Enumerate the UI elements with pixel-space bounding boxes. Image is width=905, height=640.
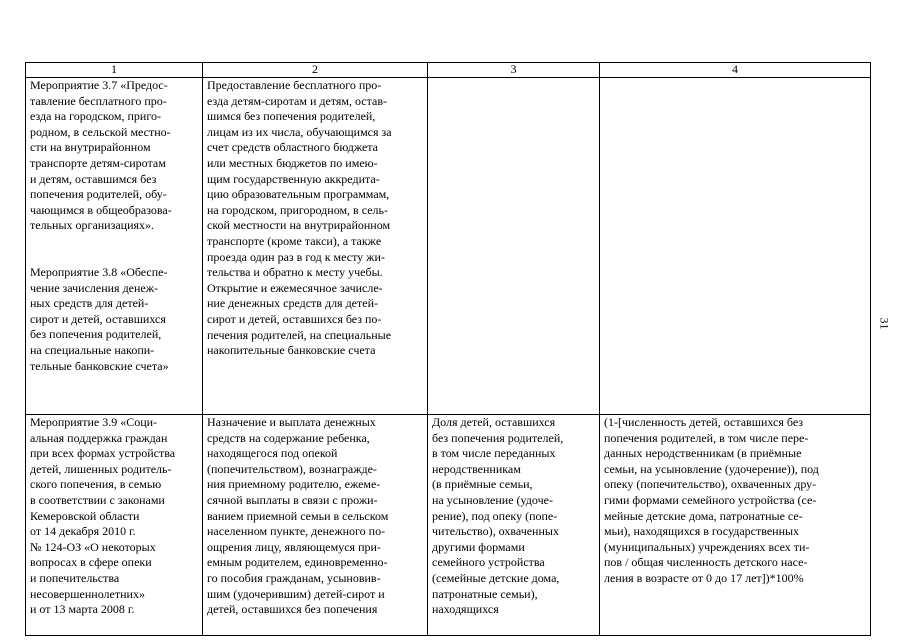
text-line: Кемеровской области bbox=[30, 508, 140, 523]
text-line: данных неродственникам (в приёмные bbox=[604, 446, 802, 461]
measure-3-8-text bbox=[30, 265, 202, 374]
text-line: мейные детские дома, патронатные се- bbox=[604, 508, 803, 523]
measure-cell bbox=[26, 78, 203, 415]
text-line: находящегося под опекой bbox=[207, 446, 338, 461]
column-number-row bbox=[26, 63, 871, 78]
text-line: Открытие и ежемесячное зачисле- bbox=[207, 280, 383, 295]
text-line: средств на содержание ребенка, bbox=[207, 430, 370, 445]
text-line: езда на городском, приго- bbox=[30, 109, 161, 124]
text-line: альная поддержка граждан bbox=[30, 430, 168, 445]
text-line: Доля детей, оставшихся bbox=[432, 415, 556, 429]
text-line: чение зачисления денеж- bbox=[30, 280, 159, 295]
text-line: емным родителем, единовременно- bbox=[207, 555, 388, 570]
text-line: тельные банковские счета» bbox=[30, 358, 169, 373]
text-line: тавление бесплатного про- bbox=[30, 93, 167, 108]
text-line: рение), под опеку (попе- bbox=[432, 508, 558, 523]
text-line: транспорте (кроме такси), а также bbox=[207, 233, 382, 248]
text-line: ской местности на внутрирайонном bbox=[207, 218, 391, 233]
text-line: лицам из их числа, обучающимся за bbox=[207, 124, 392, 139]
text-line: счет средств областного бюджета bbox=[207, 140, 379, 155]
text-line: ления в возрасте от 0 до 17 лет])*100% bbox=[604, 570, 804, 585]
text-line: и детям, оставшимся без bbox=[30, 171, 157, 186]
text-line: пов / общая численность детского насе- bbox=[604, 555, 808, 570]
text-line: шим (удочерившим) детей-сирот и bbox=[207, 586, 385, 601]
column-number-2: 2 bbox=[203, 63, 428, 78]
text-line: мьи), находящихся в государственных bbox=[604, 524, 800, 539]
text-line: чающимся в общеобразова- bbox=[30, 202, 172, 217]
text-line: попечения родителей, обу- bbox=[30, 187, 167, 202]
text-line: сирот и детей, оставшихся bbox=[30, 311, 166, 326]
column-number-3: 3 bbox=[428, 63, 600, 78]
text-line: шимся без попечения родителей, bbox=[207, 109, 376, 124]
text-line: несовершеннолетних» bbox=[30, 586, 145, 601]
text-line: Мероприятие 3.8 «Обеспе- bbox=[30, 264, 168, 279]
text-line: накопительные банковские счета bbox=[207, 343, 376, 358]
text-line: или местных бюджетов по имею- bbox=[207, 155, 378, 170]
text-line: от 14 декабря 2010 г. bbox=[30, 524, 136, 539]
text-line: родном, в сельской местно- bbox=[30, 124, 171, 139]
text-line: детей, оставшихся без попечения bbox=[207, 602, 378, 617]
table-row bbox=[26, 78, 871, 415]
text-line: ние денежных средств для детей- bbox=[207, 296, 378, 311]
indicator-cell bbox=[428, 415, 600, 636]
paragraph-gap bbox=[30, 234, 202, 265]
text-line: щим государственную аккредита- bbox=[207, 171, 380, 186]
text-line: тельства и обратно к месту учебы. bbox=[207, 265, 383, 280]
text-line: попечения родителей, в том числе пере- bbox=[604, 430, 809, 445]
text-line: неродственникам bbox=[432, 461, 521, 476]
text-line: транспорте детям-сиротам bbox=[30, 155, 166, 170]
description-cell bbox=[203, 78, 428, 415]
text-line: ощрения лицу, являющемуся при- bbox=[207, 539, 381, 554]
column-number-1: 1 bbox=[26, 63, 203, 78]
formula-cell bbox=[600, 415, 871, 636]
text-line: езда детям-сиротам и детям, остав- bbox=[207, 93, 388, 108]
measure-3-7-text bbox=[30, 78, 202, 234]
indicator-cell bbox=[428, 78, 600, 415]
text-line: ния приемному родителю, ежеме- bbox=[207, 477, 381, 492]
text-line: на городском, пригородном, в сель- bbox=[207, 202, 388, 217]
text-line: находящихся bbox=[432, 602, 499, 617]
measure-cell bbox=[26, 415, 203, 636]
text-line: ского попечения, в семью bbox=[30, 477, 162, 492]
text-line: на усыновление (удоче- bbox=[432, 492, 553, 507]
text-line: и попечительства bbox=[30, 570, 120, 585]
text-line: (в приёмные семьи, bbox=[432, 477, 533, 492]
text-line: ных средств для детей- bbox=[30, 296, 149, 311]
text-line: вопросах в сфере опеки bbox=[30, 555, 152, 570]
text-line: Мероприятие 3.7 «Предос- bbox=[30, 78, 168, 92]
text-line: без попечения родителей, bbox=[432, 430, 564, 445]
text-line: тельных организациях». bbox=[30, 218, 155, 233]
text-line: детей, лишенных родитель- bbox=[30, 461, 172, 476]
description-cell bbox=[203, 415, 428, 636]
text-line: (семейные детские дома, bbox=[432, 570, 560, 585]
text-line: сячной выплаты в связи с прожи- bbox=[207, 492, 378, 507]
text-line: Мероприятие 3.9 «Соци- bbox=[30, 415, 158, 429]
text-line: проезда один раз в год к месту жи- bbox=[207, 249, 385, 264]
table-row bbox=[26, 415, 871, 636]
text-line: на специальные накопи- bbox=[30, 342, 155, 357]
text-line: (муниципальных) учреждениях всех ти- bbox=[604, 539, 810, 554]
column-number-4: 4 bbox=[600, 63, 871, 78]
text-line: го пособия гражданам, усыновив- bbox=[207, 570, 381, 585]
text-line: другими формами bbox=[432, 539, 525, 554]
text-line: печения родителей, на специальные bbox=[207, 327, 392, 342]
text-line: опеку (попечительство), охваченных дру- bbox=[604, 477, 817, 492]
text-line: в том числе переданных bbox=[432, 446, 556, 461]
text-line: Назначение и выплата денежных bbox=[207, 415, 376, 429]
text-line: ванием приемной семьи в сельском bbox=[207, 508, 389, 523]
text-line: без попечения родителей, bbox=[30, 327, 162, 342]
text-line: и от 13 марта 2008 г. bbox=[30, 602, 135, 617]
text-line: № 124-ОЗ «О некоторых bbox=[30, 539, 156, 554]
text-line: цию образовательным программам, bbox=[207, 187, 390, 202]
text-line: при всех формах устройства bbox=[30, 446, 176, 461]
text-line: в соответствии с законами bbox=[30, 492, 165, 507]
text-line: семьи, на усыновление (удочерение)), под bbox=[604, 461, 819, 476]
text-line: (1-[численность детей, оставшихся без bbox=[604, 415, 804, 429]
page-number: 31 bbox=[877, 317, 892, 330]
text-line: населенном пункте, денежного по- bbox=[207, 524, 386, 539]
text-line: патронатные семьи), bbox=[432, 586, 538, 601]
text-line: семейного устройства bbox=[432, 555, 545, 570]
text-line: (попечительством), вознагражде- bbox=[207, 461, 377, 476]
text-line: чительство), охваченных bbox=[432, 524, 559, 539]
formula-cell bbox=[600, 78, 871, 415]
text-line: Предоставление бесплатного про- bbox=[207, 78, 382, 92]
text-line: сти на внутрирайонном bbox=[30, 140, 151, 155]
text-line: гими формами семейного устройства (се- bbox=[604, 492, 817, 507]
measures-table bbox=[25, 62, 871, 636]
text-line: сирот и детей, оставшихся без по- bbox=[207, 311, 382, 326]
